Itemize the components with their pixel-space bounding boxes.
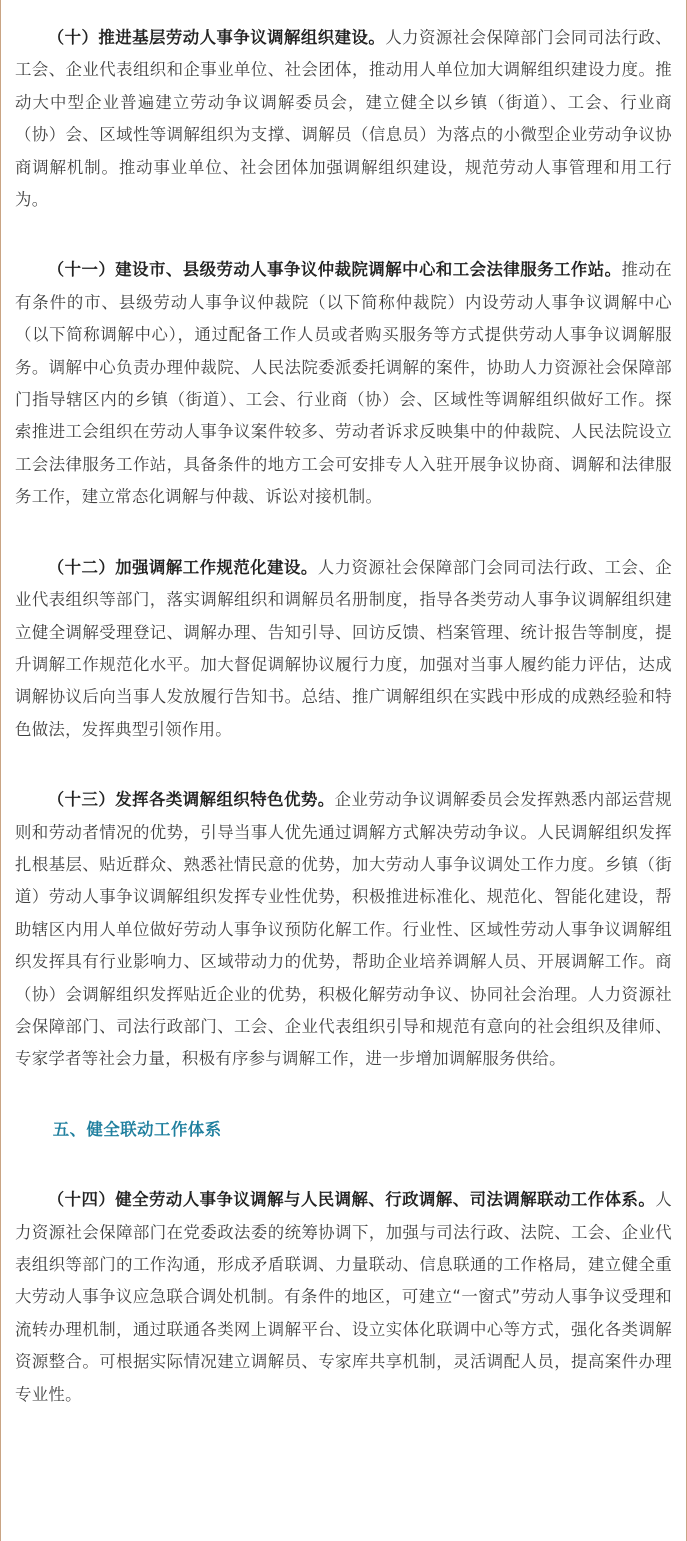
paragraph-12 [15,552,672,746]
paragraph-11-lead: （十一）建设市、县级劳动人事争议仲裁院调解中心和工会法律服务工作站。 [47,260,622,280]
paragraph-14-lead: （十四）健全劳动人事争议调解与人民调解、行政调解、司法调解联动工作体系。 [47,1190,656,1210]
paragraph-12-body: 人力资源社会保障部门会同司法行政、工会、企业代表组织等部门，落实调解组织和调解员名册制度，指导各类劳动人事争议调解组织建立健全调解受理登记、调解办理、告知引导、回访反馈、档案管理、统计报告等制度，提升调解工作规范化水平。加大督促调解协议履行力度，加强对当事人履约能力评估，达成调解协议后向当事人发放履行告知书。总结、推广调解组织在实践中形成的成熟经验和特色做法，发挥典型引领作用。 [15,557,672,739]
paragraph-13 [15,784,672,1076]
paragraph-13-body: 企业劳动争议调解委员会发挥熟悉内部运营规则和劳动者情况的优势，引导当事人优先通过调解方式解决劳动争议。人民调解组织发挥扎根基层、贴近群众、熟悉社情民意的优势，加大劳动人事争议调处工作力度。乡镇（街道）劳动人事争议调解组织发挥专业性优势，积极推进标准化、规范化、智能化建设，帮助辖区内用人单位做好劳动人事争议预防化解工作。行业性、区域性劳动人事争议调解组织发挥具有行业影响力、区域带动力的优势，帮助企业培养调解人员、开展调解工作。商（协）会调解组织发挥贴近企业的优势，积极化解劳动争议、协同社会治理。人力资源社会保障部门、司法行政部门、工会、企业代表组织引导和规范有意向的社会组织及律师、专家学者等社会力量，积极有序参与调解工作，进一步增加调解服务供给。 [15,790,672,1069]
paragraph-10-body: 人力资源社会保障部门会同司法行政、工会、企业代表组织和企事业单位、社会团体，推动用人单位加大调解组织建设力度。推动大中型企业普遍建立劳动争议调解委员会，建立健全以乡镇（街道）、工会、行业商（协）会、区域性等调解组织为支撑、调解员（信息员）为落点的小微型企业劳动争议协商调解机制。推动事业单位、社会团体加强调解组织建设，规范劳动人事管理和用工行为。 [15,28,672,210]
paragraph-10 [15,22,672,216]
paragraph-10-lead: （十）推进基层劳动人事争议调解组织建设。 [47,28,386,47]
section-heading: 五、健全联动工作体系 [52,1119,222,1139]
paragraph-11-body: 推动在有条件的市、县级劳动人事争议仲裁院（以下简称仲裁院）内设劳动人事争议调解中心（以下简称调解中心），通过配备工作人员或者购买服务等方式提供劳动人事争议调解服务。调解中心负责办理仲裁院、人民法院委派委托调解的案件，协助人力资源社会保障部门指导辖区内的乡镇（街道）、工会、行业商（协）会、区域性等调解组织做好工作。探索推进工会组织在劳动人事争议案件较多、劳动者诉求反映集中的仲裁院、人民法院设立工会法律服务工作站，具备条件的地方工会可安排专人入驻开展争议协商、调解和法律服务工作，建立常态化调解与仲裁、诉讼对接机制。 [15,260,672,507]
paragraph-11 [15,254,672,513]
paragraph-12-lead: （十二）加强调解工作规范化建设。 [47,557,318,577]
paragraph-14 [15,1184,672,1411]
paragraph-13-lead: （十三）发挥各类调解组织特色优势。 [47,790,335,810]
paragraph-14-body: 人力资源社会保障部门在党委政法委的统筹协调下，加强与司法行政、法院、工会、企业代表组织等部门的工作沟通，形成矛盾联调、力量联动、信息联通的工作格局，建立健全重大劳动人事争议应急联合调处机制。有条件的地区，可建立“一窗式”劳动人事争议受理和流转办理机制，通过联通各类网上调解平台、设立实体化联调中心等方式，强化各类调解资源整合。可根据实际情况建立调解员、专家库共享机制，灵活调配人员，提高案件办理专业性。 [15,1190,672,1404]
